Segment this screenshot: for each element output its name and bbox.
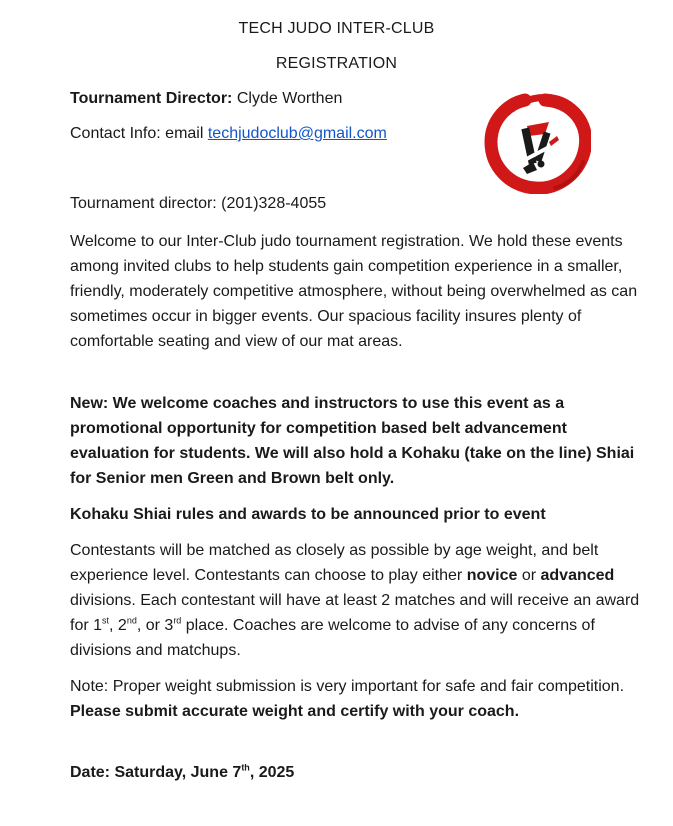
- contestants-text-5: , or 3: [136, 617, 174, 634]
- note-bold-text: Please submit accurate weight and certify with your coach.: [70, 703, 520, 720]
- date-suffix: , 2025: [249, 764, 295, 781]
- ordinal-nd: nd: [126, 615, 137, 626]
- ordinal-rd: rd: [173, 615, 182, 626]
- date-ordinal: th: [241, 762, 250, 773]
- contestants-text-4: , 2: [109, 617, 127, 634]
- event-date: [70, 760, 642, 785]
- director-label: Tournament Director:: [70, 90, 233, 107]
- ordinal-st: st: [102, 615, 110, 626]
- novice-division: novice: [466, 567, 518, 584]
- contestants-text-2: or: [517, 567, 541, 584]
- document-title-line1: TECH JUDO INTER-CLUB: [238, 20, 435, 37]
- kohaku-rules-heading: Kohaku Shiai rules and awards to be announced prior to event: [70, 506, 546, 523]
- judo-figures-icon: [521, 122, 559, 174]
- director-phone-line: Tournament director: (201)328-4055: [70, 195, 327, 212]
- ring-icon: [491, 97, 586, 188]
- weight-note-paragraph: [70, 674, 642, 724]
- contact-label: Contact Info: email: [70, 125, 204, 142]
- contestants-text-3: divisions. Each contestant will have at least 2 matches and will receive an award for 1: [70, 592, 640, 634]
- advanced-division: advanced: [540, 567, 615, 584]
- new-notice-paragraph: New: We welcome coaches and instructors to use this event as a promotional opportunity for competition based belt advancement evaluation for students. We will also hold a Kohaku (take on the line) Shiai for Senior men Green and Brown belt only.: [70, 395, 635, 487]
- note-text: Note: Proper weight submission is very important for safe and fair competition.: [70, 678, 625, 695]
- welcome-paragraph: Welcome to our Inter-Club judo tournament registration. We hold these events among invited clubs to help students gain competition experience in a smaller, friendly, moderately competitive atmosphere, without being overwhelmed as can sometimes occur in bigger events. Our spacious facility insures plenty of comfortable seating and view of our mat areas.: [70, 233, 638, 350]
- contact-info-line: [70, 124, 387, 144]
- contact-email-link[interactable]: techjudoclub@gmail.com: [207, 125, 387, 142]
- date-prefix: Date: Saturday, June 7: [70, 764, 242, 781]
- director-name: Clyde Worthen: [236, 90, 343, 107]
- tournament-director-line: [70, 89, 342, 109]
- contestants-text-1: Contestants will be matched as closely as possible by age weight, and belt experience level. Contestants can choose to play either: [70, 542, 599, 584]
- document-title-line2: REGISTRATION: [275, 55, 398, 72]
- contestants-text-6: place. Coaches are welcome to advise of any concerns of divisions and matchups.: [70, 617, 595, 659]
- contestants-paragraph: [70, 538, 642, 663]
- club-logo-icon: [483, 92, 591, 194]
